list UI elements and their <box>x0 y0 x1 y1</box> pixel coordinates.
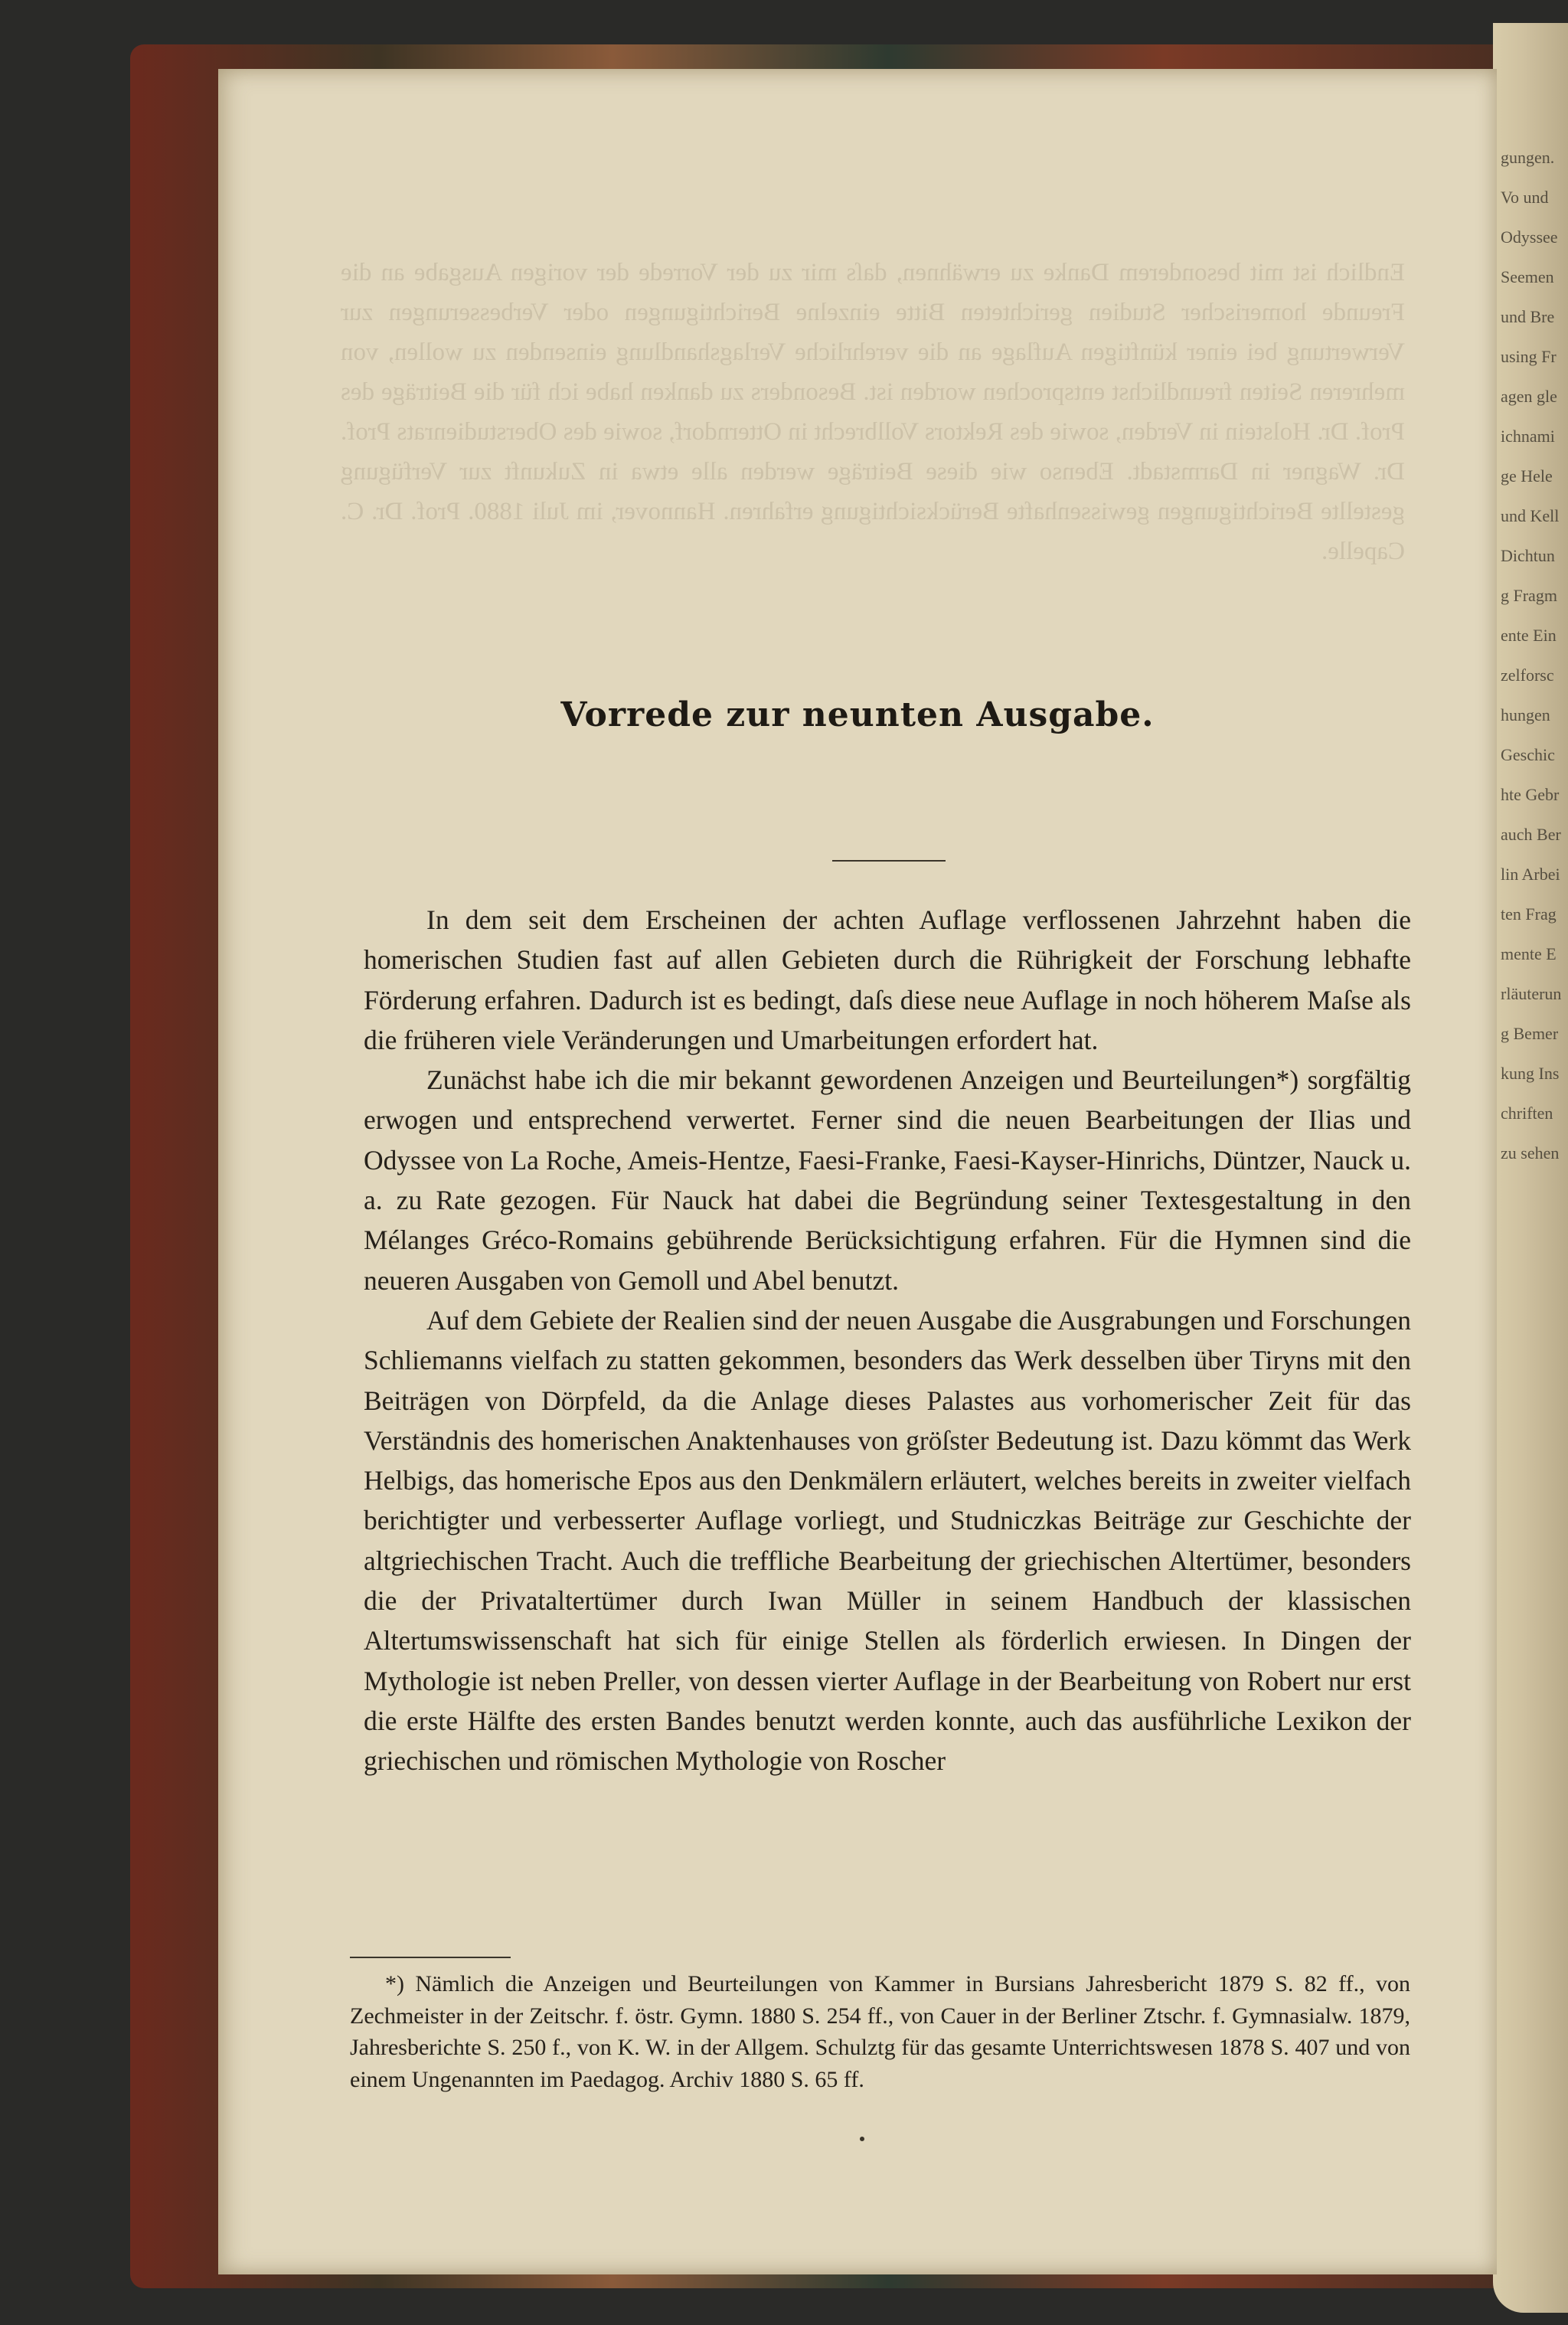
paragraph: Auf dem Gebiete der Realien sind der neuen Ausgabe die Ausgrabungen und Forschungen Schliemanns vielfach zu statten gekommen, besonders das Werk desselben über Tiryns mit den Beiträgen von Dörpfeld, da die Anlage dieses Palastes aus vorhomerischer Zeit für das Verständnis des homerischen Anaktenhauses von gröſster Bedeutung ist. Dazu kömmt das Werk Helbigs, das homerische Epos aus den Denkmälern erläutert, welches bereits in zweiter vielfach berichtigter und verbesserter Auflage vorliegt, und Studniczkas Beiträge zur Geschichte der altgriechischen Tracht. Auch die treffliche Bearbeitung der griechischen Altertümer, besonders die der Privataltertümer durch Iwan Müller in seinem Handbuch der klassischen Altertumswissenschaft hat sich für einige Stellen als förderlich erwiesen. In Dingen der Mythologie ist neben Preller, von dessen vierter Auflage in der Bearbeitung von Robert nur erst die erste Hälfte des ersten Bandes benutzt werden konnte, auch das ausführliche Lexikon der griechischen und römischen Mythologie von Roscher <box>364 1304 1411 1777</box>
footnote-divider <box>350 1957 511 1958</box>
body-text <box>364 900 1411 1781</box>
title-divider <box>832 860 946 862</box>
bleed-through-text: Endlich ist mit besonderem Danke zu erwähnen, daſs mir zu der Vorrede der vorigen Ausgabe an die Freunde homerischer Studien gerichteten Bitte einzelne Berichtigungen oder Verbesserungen zur Verwertung bei einer künftigen Auflage an die verehrliche Verlagshandlung einsenden zu wollen, von mehreren Seiten freundlichst entsprochen worden ist. Besonders zu danken habe ich für die Beiträge des Prof. Dr. Holstein in Verden, sowie des Rektors Vollbrecht in Otterndorf, sowie des Oberstudienrats Prof. Dr. Wagner in Darmstadt. Ebenso wie diese Beiträge werden alle etwa in Zukunft zur Verfügung gestellte Berichtigungen gewissenhafte Berücksichtigung erfahren. Hannover, im Juli 1880. Prof. Dr. C. Capelle. <box>341 259 1405 565</box>
footnote <box>350 1968 1410 2095</box>
paragraph: Zunächst habe ich die mir bekannt gewordenen Anzeigen und Beurteilungen*) sorgfältig erwogen und entsprechend verwertet. Ferner sind die neuen Bearbeitungen der Ilias und Odyssee von La Roche, Ameis-Hentze, Faesi-Franke, Faesi-Kayser-Hinrichs, Düntzer, Nauck u. a. zu Rate gezogen. Für Nauck hat dabei die Begründung seiner Textesgestaltung in den Mélanges Gréco-Romains gebührende Berücksichtigung erfahren. Für die Hymnen sind die neueren Ausgaben von Gemoll und Abel benutzt. <box>364 1064 1411 1296</box>
footnote-text: *) Nämlich die Anzeigen und Beurteilungen von Kammer in Bursians Jahresbericht 1879 S. 82 ff., von Zechmeister in der Zeitschr. f. östr. Gymn. 1880 S. 254 ff., von Cauer in der Berliner Ztschr. f. Gymnasialw. 1879, Jahresberichte S. 250 f., von K. W. in der Allgem. Schulztg für das gesamte Unterrichtswesen 1878 S. 407 und von einem Ungenannten im Paedagog. Archiv 1880 S. 65 ff. <box>350 1971 1410 2092</box>
paragraph: In dem seit dem Erscheinen der achten Auflage verflossenen Jahrzehnt haben die homerischen Studien fast auf allen Gebieten durch die Rührigkeit der Forschung lebhafte Förderung erfahren. Dadurch ist es bedingt, daſs diese neue Auflage in noch höherem Maſse als die früheren viele Veränderungen und Umarbeitungen erfordert hat. <box>364 904 1411 1055</box>
page-mark <box>860 2137 864 2141</box>
facing-page-text-fragments: gungen. Vo und Odyssee Seemen und Breusing Fragen gleichnamige Hele und Kell Dichtung Fragmente Einzelforschungen Geschichte Gebrauch Berlin Arbeiten Fragmente Erläuterung Bemerkung Inschriften zu sehen <box>1501 148 1562 1162</box>
book-page <box>218 69 1497 2274</box>
page-title: Vorrede zur neunten Ausgabe. <box>560 695 1155 734</box>
